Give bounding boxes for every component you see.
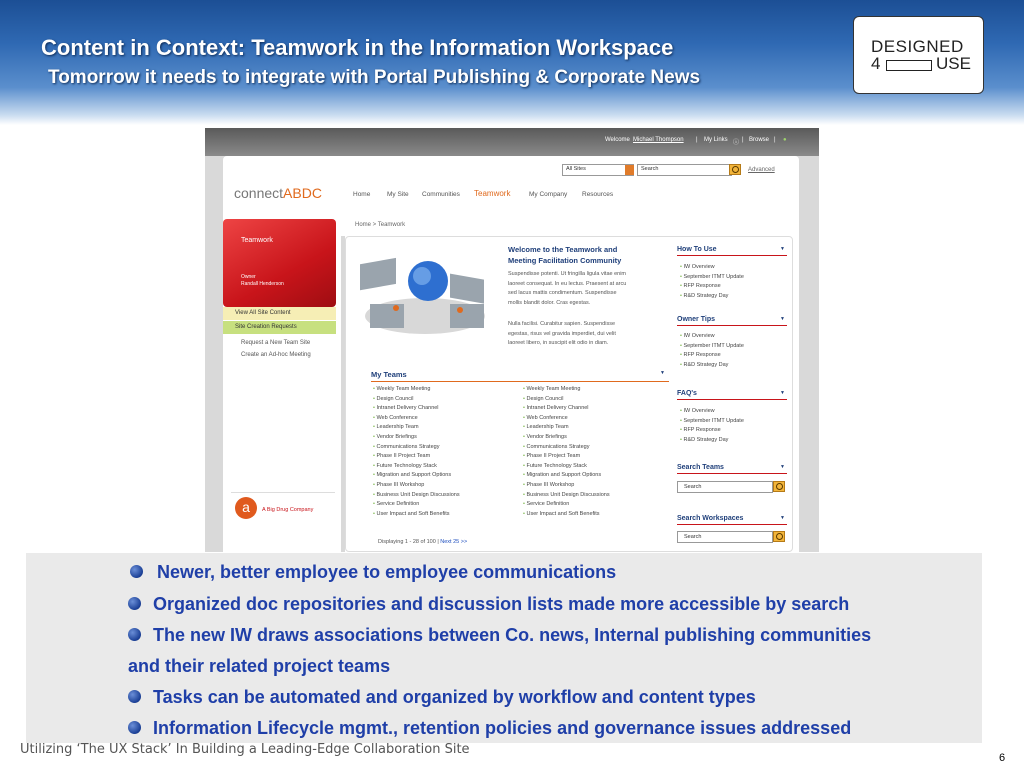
owner-tips-header[interactable]: Owner Tips ▼ <box>677 316 787 326</box>
team-link[interactable]: • Phase II Project Team <box>373 452 460 462</box>
bullet-icon <box>130 565 143 578</box>
bullet-text: The new IW draws associations between Co. news, Internal publishing communities <box>153 625 872 645</box>
slide-footer: Utilizing ‘The UX Stack’ In Building a Leading-Edge Collaboration Site <box>20 742 470 757</box>
team-link[interactable]: • Weekly Team Meeting <box>373 385 460 395</box>
my-teams-header[interactable]: My Teams ▼ <box>371 370 669 382</box>
team-link[interactable]: • Design Council <box>373 395 460 405</box>
slide-title: Content in Context: Teamwork in the Information Workspace <box>41 35 674 60</box>
user-name-link[interactable]: Michael Thompson <box>633 137 684 143</box>
question-icon[interactable]: ● <box>783 137 787 143</box>
top-bar: Welcome Michael Thompson | My Links ⓘ | Browse | ● <box>205 128 819 156</box>
owner-tips-link[interactable]: • IW Overview <box>680 332 744 342</box>
faqs-header[interactable]: FAQ's ▼ <box>677 390 787 400</box>
company-logo: a <box>235 497 257 519</box>
teams-list-right <box>523 385 610 519</box>
owner-tips-list <box>680 332 744 370</box>
company-name: A Big Drug Company <box>262 507 314 513</box>
intranet-screenshot <box>205 128 819 552</box>
how-to-use-link[interactable]: • R&D Strategy Day <box>680 292 744 302</box>
advanced-search-link[interactable]: Advanced <box>748 167 775 173</box>
teamwork-card-title: Teamwork <box>241 237 273 244</box>
site-creation-link[interactable]: Site Creation Requests <box>223 321 336 334</box>
welcome-text: Welcome <box>605 137 630 143</box>
search-workspaces-input[interactable]: Search <box>677 531 773 543</box>
chevron-down-icon[interactable]: ▼ <box>780 246 785 252</box>
team-link[interactable]: • Phase II Project Team <box>523 452 610 462</box>
search-workspaces-header[interactable]: Search Workspaces ▼ <box>677 515 787 525</box>
faqs-list <box>680 407 744 445</box>
owner-tips-link[interactable]: • September ITMT Update <box>680 342 744 352</box>
team-link[interactable]: • Business Unit Design Discussions <box>373 491 460 501</box>
team-link[interactable]: • Phase III Workshop <box>523 481 610 491</box>
team-link[interactable]: • Leadership Team <box>373 423 460 433</box>
team-link[interactable]: • Future Technology Stack <box>373 462 460 472</box>
team-link[interactable]: • Business Unit Design Discussions <box>523 491 610 501</box>
team-link[interactable]: • Migration and Support Options <box>373 471 460 481</box>
bullet-icon <box>128 628 141 641</box>
logo-use: USE <box>936 54 971 73</box>
bullet-panel <box>26 553 982 743</box>
team-link[interactable]: • Web Conference <box>373 414 460 424</box>
nav-my-site[interactable]: My Site <box>387 191 409 198</box>
my-links-link[interactable]: My Links <box>704 137 728 143</box>
network-illustration <box>350 246 500 346</box>
nav-teamwork[interactable]: Teamwork <box>474 189 511 198</box>
welcome-paragraph-1: Suspendisse potenti. Ut fringilla ligula vitae enim laoreet consequat. In eu lectus. Praesent at arcu sed lacus mattis condimentum. Suspendisse mollis blandit dolor. Cras egestas. <box>508 271 627 306</box>
team-link[interactable]: • Service Definition <box>523 500 610 510</box>
faq-link[interactable]: • R&D Strategy Day <box>680 436 744 446</box>
team-link[interactable]: • Service Definition <box>373 500 460 510</box>
bullet-icon <box>128 690 141 703</box>
team-link[interactable]: • Communications Strategy <box>373 443 460 453</box>
team-link[interactable]: • Phase III Workshop <box>373 481 460 491</box>
breadcrumb: Home > Teamwork <box>355 222 406 228</box>
welcome-title-line1: Welcome to the Teamwork and <box>508 245 618 254</box>
team-link[interactable]: • Future Technology Stack <box>523 462 610 472</box>
chevron-down-icon[interactable]: ▼ <box>660 370 665 376</box>
team-link[interactable]: • Vendor Briefings <box>523 433 610 443</box>
search-teams-header[interactable]: Search Teams ▼ <box>677 464 787 474</box>
team-link[interactable]: • User Impact and Soft Benefits <box>373 510 460 520</box>
create-meeting-link[interactable]: Create an Ad-hoc Meeting <box>241 352 311 358</box>
search-icon[interactable] <box>729 164 741 175</box>
welcome-paragraph-2: Nulla facilisi. Curabitur sapien. Suspendisse egestas, risus vel gravida imperdiet, dui velit laoreet libero, in suscipit elit odio in diam. <box>508 321 616 346</box>
welcome-title-line2: Meeting Facilitation Community <box>508 256 622 265</box>
logo-designed: DESIGNED <box>871 37 964 56</box>
team-link[interactable]: • Intranet Delivery Channel <box>523 404 610 414</box>
how-to-use-header[interactable]: How To Use ▼ <box>677 246 787 256</box>
how-to-use-link[interactable]: • RFP Response <box>680 282 744 292</box>
bullet-text: Tasks can be automated and organized by workflow and content types <box>153 687 756 707</box>
view-all-content-link[interactable]: View All Site Content <box>223 307 336 320</box>
chevron-down-icon[interactable]: ▼ <box>780 464 785 470</box>
team-link[interactable]: • Weekly Team Meeting <box>523 385 610 395</box>
search-icon[interactable] <box>773 481 785 492</box>
how-to-use-list <box>680 263 744 301</box>
nav-my-company[interactable]: My Company <box>529 191 568 198</box>
team-link[interactable]: • Migration and Support Options <box>523 471 610 481</box>
owner-label: Owner <box>241 274 256 280</box>
bullet-icon <box>128 721 141 734</box>
bullet-text: Newer, better employee to employee communications <box>157 562 617 582</box>
team-link[interactable]: • Design Council <box>523 395 610 405</box>
how-to-use-link[interactable]: • September ITMT Update <box>680 273 744 283</box>
help-icon[interactable]: ⓘ <box>733 140 740 146</box>
team-link[interactable]: • Communications Strategy <box>523 443 610 453</box>
company-footer <box>231 492 335 522</box>
slide-subtitle: Tomorrow it needs to integrate with Portal Publishing & Corporate News <box>48 67 701 88</box>
team-link[interactable]: • User Impact and Soft Benefits <box>523 510 610 520</box>
search-input[interactable]: Search <box>637 164 732 176</box>
site-logo[interactable]: connectABDC <box>234 185 322 201</box>
owner-tips-link[interactable]: • RFP Response <box>680 351 744 361</box>
team-link[interactable]: • Leadership Team <box>523 423 610 433</box>
chevron-down-icon[interactable] <box>625 165 634 175</box>
chevron-down-icon[interactable]: ▼ <box>780 515 785 521</box>
team-link[interactable]: • Web Conference <box>523 414 610 424</box>
faq-link[interactable]: • RFP Response <box>680 426 744 436</box>
pagination <box>378 539 467 545</box>
bullet-text: Organized doc repositories and discussion lists made more accessible by search <box>153 594 850 614</box>
faq-link[interactable]: • September ITMT Update <box>680 417 744 427</box>
search-icon[interactable] <box>773 531 785 542</box>
chevron-down-icon[interactable]: ▼ <box>780 390 785 396</box>
owner-name: Randall Henderson <box>241 281 284 287</box>
logo-box <box>886 60 932 71</box>
designed4use-logo <box>853 16 984 94</box>
scope-select[interactable]: All Sites <box>562 164 634 176</box>
logo-four: 4 <box>871 54 881 73</box>
browse-link[interactable]: Browse <box>749 137 770 143</box>
page-number: 6 <box>999 752 1006 764</box>
faq-link[interactable]: • IW Overview <box>680 407 744 417</box>
bullet-text: Information Lifecycle mgmt., retention policies and governance issues addressed <box>153 718 852 738</box>
nav-home[interactable]: Home <box>353 191 371 198</box>
bullet-icon <box>128 597 141 610</box>
request-team-site-link[interactable]: Request a New Team Site <box>241 340 311 346</box>
next-page-link[interactable]: Next 25 >> <box>440 539 468 545</box>
owner-tips-link[interactable]: • R&D Strategy Day <box>680 361 744 371</box>
how-to-use-link[interactable]: • IW Overview <box>680 263 744 273</box>
team-link[interactable]: • Intranet Delivery Channel <box>373 404 460 414</box>
search-teams-input[interactable]: Search <box>677 481 773 493</box>
chevron-down-icon[interactable]: ▼ <box>780 316 785 322</box>
nav-communities[interactable]: Communities <box>422 191 460 198</box>
teamwork-card <box>223 219 336 307</box>
nav-resources[interactable]: Resources <box>582 191 614 198</box>
bullet-text: and their related project teams <box>128 656 391 676</box>
teams-list-left <box>373 385 460 519</box>
team-link[interactable]: • Vendor Briefings <box>373 433 460 443</box>
displaying-count: Displaying 1 - 28 of 100 | <box>378 539 439 545</box>
